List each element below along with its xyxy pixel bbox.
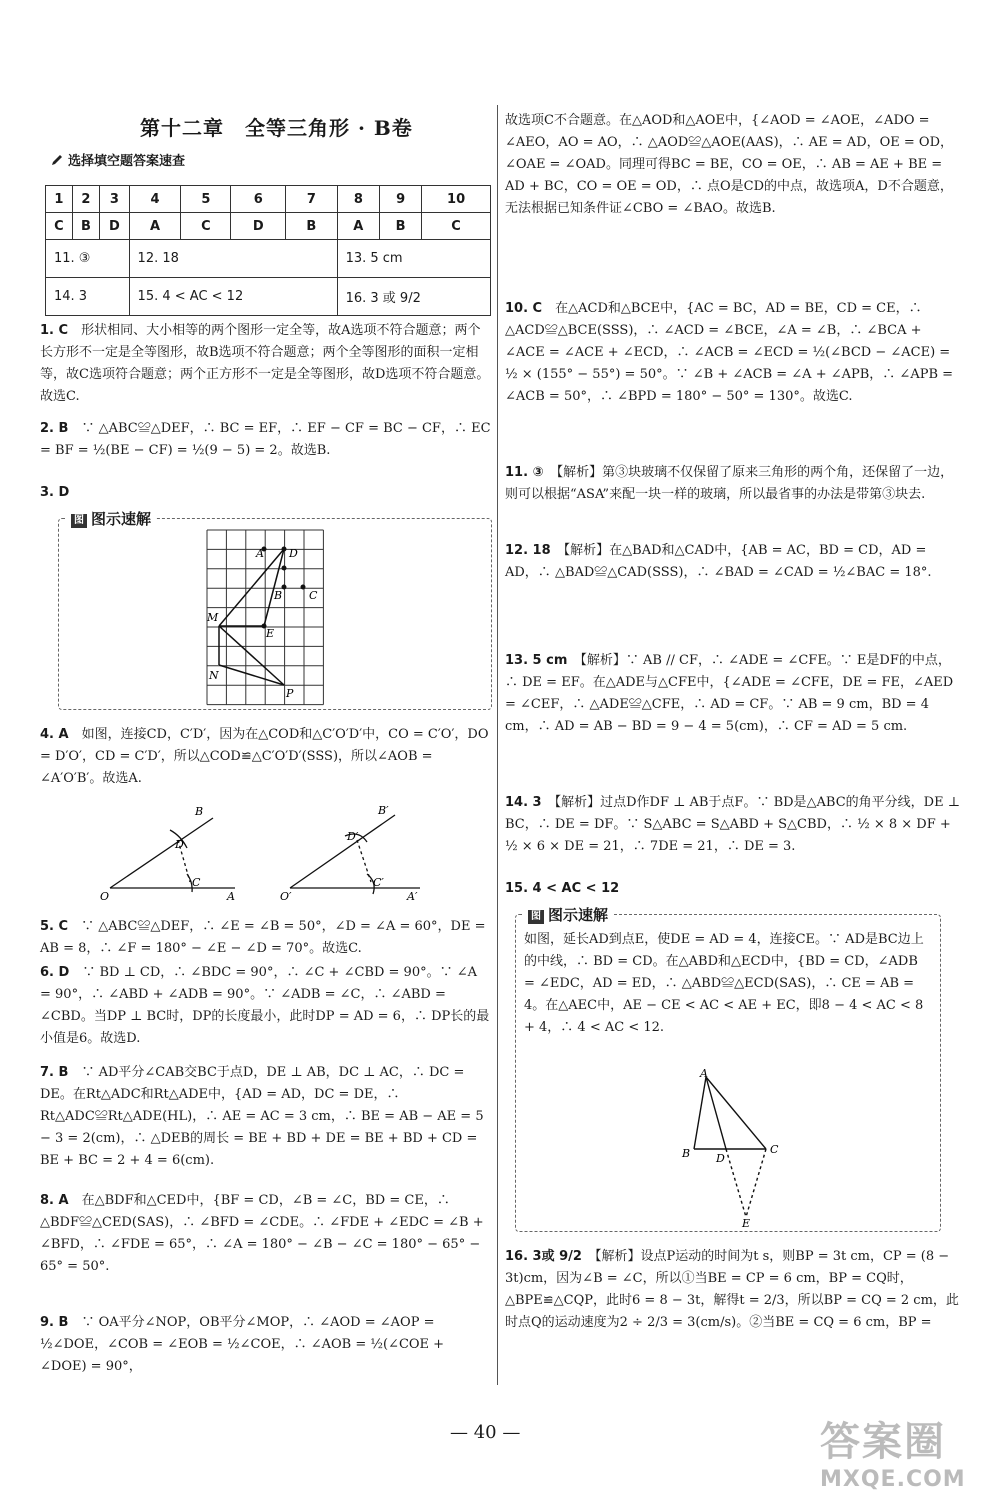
median-figure bbox=[666, 1067, 806, 1227]
solution-14 bbox=[505, 792, 960, 858]
page-title: 第十二章 全等三角形 · B卷 bbox=[140, 116, 413, 140]
watermark-bottom: MXQE.COM bbox=[820, 1467, 966, 1492]
label-a: A bbox=[700, 1067, 708, 1080]
quick-answer-heading bbox=[50, 150, 185, 169]
label-p: P bbox=[286, 687, 294, 700]
solution-text: ∵ BD ⊥ CD，∴ ∠BDC = 90°，∴ ∠C + ∠CBD = 90°。∵ ∠A = 90°，∴ ∠ABD + ∠ADB = 90°。∵ ∠ADB = ∠C，∴ ∠ABD = ∠CBD。当DP ⊥ BC时，DP的长度最小，此时DP = AD = 6，∴ DP长的最小值是6。故选D. bbox=[40, 965, 490, 1046]
solution-text: ∵ AD平分∠CAB交BC于点D，DE ⊥ AB，DC ⊥ AC，∴ DC = DE。在Rt△ADC和Rt△ADE中，{AD = AD，DC = DE，∴ Rt△ADC≌Rt△ADE(HL)，∴ AE = AC = 3 cm，∴ BE = AB − AE = 5 − 3 = 2(cm)，∴ △DEB的周长 = BE + BD + DE = BE + BD + CD = BE + BC = 2 + 4 = 6(cm). bbox=[40, 1065, 484, 1168]
table-cell: B bbox=[72, 213, 99, 240]
label-a-prime: A′ bbox=[407, 890, 418, 903]
watermark-top: 答案圈 bbox=[820, 1419, 946, 1465]
table-cell: 11. ③ bbox=[46, 240, 130, 278]
angle-copy-figure bbox=[95, 800, 455, 905]
label-e: E bbox=[266, 627, 275, 640]
solution-number: 14. 3 bbox=[505, 795, 542, 810]
figure-tag bbox=[67, 508, 155, 529]
label-m: M bbox=[207, 611, 219, 624]
figure-tag bbox=[524, 904, 612, 925]
watermark-logo bbox=[820, 1410, 966, 1492]
label-b: B bbox=[195, 805, 204, 818]
solution-number: 5. C bbox=[40, 919, 69, 934]
table-cell: 2 bbox=[72, 186, 99, 213]
label-d: D bbox=[175, 838, 184, 851]
solution-number: 16. 3或 9/2 bbox=[505, 1249, 582, 1264]
grid-points bbox=[262, 547, 306, 629]
table-cell: D bbox=[100, 213, 129, 240]
table-cell: B bbox=[380, 213, 422, 240]
solution-number: 7. B bbox=[40, 1065, 69, 1080]
solution-8 bbox=[40, 1190, 492, 1278]
label-c: C bbox=[309, 589, 318, 602]
table-cell: 4 bbox=[129, 186, 181, 213]
label-a: A bbox=[227, 890, 235, 903]
solution-text: 【解析】设点P运动的时间为t s，则BP = 3t cm，CP = (8 − 3t)cm，因为∠B = ∠C，所以①当BE = CP = 6 cm，BP = CQ时，△BPE≌△CQP，此时6 = 8 − 3t，解得t = 2/3，所以BP = CQ = 2 cm，此时点Q的运动速度为2 ÷ 2/3 = 3(cm/s)。②当BE = CQ = 6 cm，BP = bbox=[505, 1249, 959, 1330]
answer-fill-row bbox=[46, 278, 491, 316]
solution-text: 形状相同、大小相等的两个图形一定全等，故A选项不符合题意；两个长方形不一定是全等图形，故B选项不符合题意；两个全等图形的面积一定相等，故C选项符合题意；两个正方形不一定是全等图形，故D选项不符合题意。故选C. bbox=[40, 323, 490, 404]
grid-figure bbox=[59, 519, 491, 709]
solution-number: 13. 5 cm bbox=[505, 653, 568, 668]
solution-2 bbox=[40, 418, 492, 462]
solution-number: 4. A bbox=[40, 727, 69, 742]
figure-box-15 bbox=[515, 906, 941, 1232]
table-cell: 9 bbox=[380, 186, 422, 213]
table-cell: 14. 3 bbox=[46, 278, 130, 316]
solution-number: 12. 18 bbox=[505, 543, 551, 558]
table-cell: C bbox=[181, 213, 231, 240]
solution-number: 6. D bbox=[40, 965, 70, 980]
solution-9 bbox=[40, 1312, 492, 1378]
label-c-prime: C′ bbox=[373, 876, 384, 889]
grid-lines bbox=[207, 530, 323, 705]
table-cell: 12. 18 bbox=[129, 240, 337, 278]
label-b: B bbox=[682, 1147, 691, 1160]
point-b bbox=[282, 585, 287, 590]
solution-text: 【解析】第③块玻璃不仅保留了原来三角形的两个角，还保留了一边，则可以根据“ASA”来配一块一样的玻璃，所以最省事的办法是带第③块去. bbox=[505, 465, 954, 502]
label-o-prime: O′ bbox=[280, 890, 292, 903]
solution-number: 2. B bbox=[40, 421, 69, 436]
table-cell: C bbox=[46, 213, 73, 240]
table-cell: A bbox=[129, 213, 181, 240]
solution-12 bbox=[505, 540, 960, 584]
solution-number: 8. A bbox=[40, 1193, 69, 1208]
solution-9-continued bbox=[505, 110, 960, 220]
table-cell: D bbox=[231, 213, 286, 240]
solution-text: 如图，连接CD，C′D′，因为在△COD和△C′O′D′中，CO = C′O′，DO = D′O′，CD = C′D′，所以△COD≌△C′O′D′(SSS)，所以∠AOB = ∠A′O′B′。故选A. bbox=[40, 727, 489, 786]
figure-tag-label: 图示速解 bbox=[91, 510, 152, 528]
table-cell: 16. 3 或 9/2 bbox=[337, 278, 490, 316]
label-o: O bbox=[100, 890, 110, 903]
table-cell: 3 bbox=[100, 186, 129, 213]
point-d bbox=[282, 547, 287, 552]
solution-5 bbox=[40, 916, 492, 960]
solution-text: 【解析】∵ AB // CF，∴ ∠ADE = ∠CFE。∵ E是DF的中点，∴ DE = EF。在△ADE与△CFE中，{∠ADE = ∠CFE，DE = FE，∠AED = ∠CEF，∴ △ADE≌△CFE，∴ AD = CF。∵ AB = 9 cm，BD = 4 cm，∴ AD = AB − BD = 9 − 4 = 5(cm)，∴ CF = AD = 5 cm. bbox=[505, 653, 954, 734]
solution-6 bbox=[40, 962, 492, 1050]
solution-15 bbox=[505, 878, 960, 900]
quick-answer-label: 选择填空题答案速查 bbox=[68, 154, 186, 169]
figure-box-3 bbox=[58, 510, 492, 710]
table-cell: C bbox=[422, 213, 491, 240]
solution-text: ∵ OA平分∠NOP，OB平分∠MOP，∴ ∠AOD = ∠AOP = ½∠DOE，∠COB = ∠EOB = ½∠COE，∴ ∠AOB = ½(∠COE + ∠DOE) = 90°， bbox=[40, 1315, 445, 1374]
table-cell: A bbox=[337, 213, 380, 240]
solution-10 bbox=[505, 298, 960, 408]
answer-choice-row bbox=[46, 213, 491, 240]
table-cell: 5 bbox=[181, 186, 231, 213]
column-divider bbox=[497, 105, 498, 1385]
solution-number: 9. B bbox=[40, 1315, 69, 1330]
solution-3 bbox=[40, 482, 492, 504]
solution-text: 【解析】过点D作DF ⊥ AB于点F。∵ BD是△ABC的角平分线，DE ⊥ BC，∴ DE = DF。∵ S△ABC = S△ABD + S△CBD，∴ ½ × 8 × DF + ½ × 6 × DE = 21，∴ 7DE = 21，∴ DE = 3. bbox=[505, 795, 960, 854]
solution-text: 【解析】在△BAD和△CAD中，{AB = AC，BD = CD，AD = AD，∴ △BAD≌△CAD(SSS)，∴ ∠BAD = ∠CAD = ½∠BAC = 18°. bbox=[505, 543, 932, 580]
solution-text: 故选项C不合题意。在△AOD和△AOE中，{∠AOD = ∠AOE，∠ADO = ∠AEO，AO = AO，∴ △AOD≌△AOE(AAS)，∴ AE = AD，OE = OD，∠OAE = ∠OAD。同理可得BC = BE，CO = OE，∴ AB = AE + BE = AD + BC，CO = OE = OD，∴ 点O是CD的中点，故选项A，D不合题意，无法根据已知条件证∠CBO = ∠BAO。故选B. bbox=[505, 113, 953, 216]
solution-4 bbox=[40, 724, 492, 790]
solution-13 bbox=[505, 650, 960, 738]
solution-text: ∵ △ABC≌△DEF，∴ ∠E = ∠B = 50°，∠D = ∠A = 60°，DE = AB = 8，∴ ∠F = 180° − ∠E − ∠D = 70°。故选C. bbox=[40, 919, 486, 956]
label-d: D bbox=[289, 547, 298, 560]
solution-number: 3. D bbox=[40, 485, 70, 500]
answer-table bbox=[45, 185, 491, 316]
label-d: D bbox=[716, 1152, 725, 1165]
label-a: A bbox=[256, 547, 264, 560]
solution-number: 1. C bbox=[40, 323, 69, 338]
label-n: N bbox=[209, 669, 219, 682]
solution-number: 11. ③ bbox=[505, 465, 544, 480]
page-number: — 40 — bbox=[450, 1422, 521, 1443]
table-cell: 8 bbox=[337, 186, 380, 213]
label-c: C bbox=[770, 1143, 779, 1156]
solution-16 bbox=[505, 1246, 960, 1334]
pencil-icon bbox=[50, 153, 64, 167]
figure-icon: 图 bbox=[71, 514, 87, 528]
triangle-lines bbox=[219, 549, 284, 685]
point-c bbox=[301, 585, 306, 590]
table-cell: 6 bbox=[231, 186, 286, 213]
table-cell: 1 bbox=[46, 186, 73, 213]
solution-1 bbox=[40, 320, 492, 408]
label-e: E bbox=[742, 1217, 751, 1227]
figure-tag-label: 图示速解 bbox=[548, 906, 609, 924]
solution-15-text bbox=[524, 929, 932, 1039]
point-mid bbox=[282, 566, 287, 571]
label-c: C bbox=[192, 876, 201, 889]
table-cell: 7 bbox=[286, 186, 337, 213]
label-b-prime: B′ bbox=[378, 804, 389, 817]
table-cell: 10 bbox=[422, 186, 491, 213]
solution-number: 15. 4 < AC < 12 bbox=[505, 881, 620, 896]
answer-fill-row bbox=[46, 240, 491, 278]
table-cell: 15. 4 < AC < 12 bbox=[129, 278, 337, 316]
solution-text: ∵ △ABC≌△DEF，∴ BC = EF，∴ EF − CF = BC − CF，∴ EC = BF = ½(BE − CF) = ½(9 − 5) = 2。故选B. bbox=[40, 421, 491, 458]
table-cell: B bbox=[286, 213, 337, 240]
solution-text: 在△BDF和△CED中，{BF = CD，∠B = ∠C，BD = CE，∴ △BDF≌△CED(SAS)，∴ ∠BFD = ∠CDE。∴ ∠FDE + ∠EDC = ∠B + ∠BFD，∴ ∠FDE = 65°，∴ ∠A = 180° − ∠B − ∠C = 180° − 65° − 65° = 50°. bbox=[40, 1193, 484, 1274]
solution-7 bbox=[40, 1062, 492, 1172]
solution-11 bbox=[505, 462, 960, 506]
solution-text: 在△ACD和△BCE中，{AC = BC，AD = BE，CD = CE，∴ △ACD≌△BCE(SSS)，∴ ∠ACD = ∠BCE，∠A = ∠B，∴ ∠BCA + ∠ACE = ∠ACE + ∠ECD，∴ ∠ACB = ∠ECD = ½(∠BCD − ∠ACE) = ½ × (155° − 55°) = 50°。∵ ∠B + ∠ACB = ∠A + ∠APB，∴ ∠APB = ∠ACB = 50°，∴ ∠BPD = 180° − 50° = 130°。故选C. bbox=[505, 301, 954, 404]
label-d-prime: D′ bbox=[347, 830, 359, 843]
table-cell: 13. 5 cm bbox=[337, 240, 490, 278]
solution-text: 如图，延长AD到点E，使DE = AD = 4，连接CE。∵ AD是BC边上的中线，∴ BD = CD。在△ABD和△ECD中，{BD = CD，∠ADB = ∠EDC，AD = ED，∴ △ABD≌△ECD(SAS)，∴ CE = AB = 4。在△AEC中，AE − CE < AC < AE + EC，即8 − 4 < AC < 8 + 4，∴ 4 < AC < 12. bbox=[524, 932, 924, 1035]
solution-number: 10. C bbox=[505, 301, 543, 316]
label-b: B bbox=[274, 589, 283, 602]
figure-icon: 图 bbox=[528, 910, 544, 924]
answer-header-row bbox=[46, 186, 491, 213]
